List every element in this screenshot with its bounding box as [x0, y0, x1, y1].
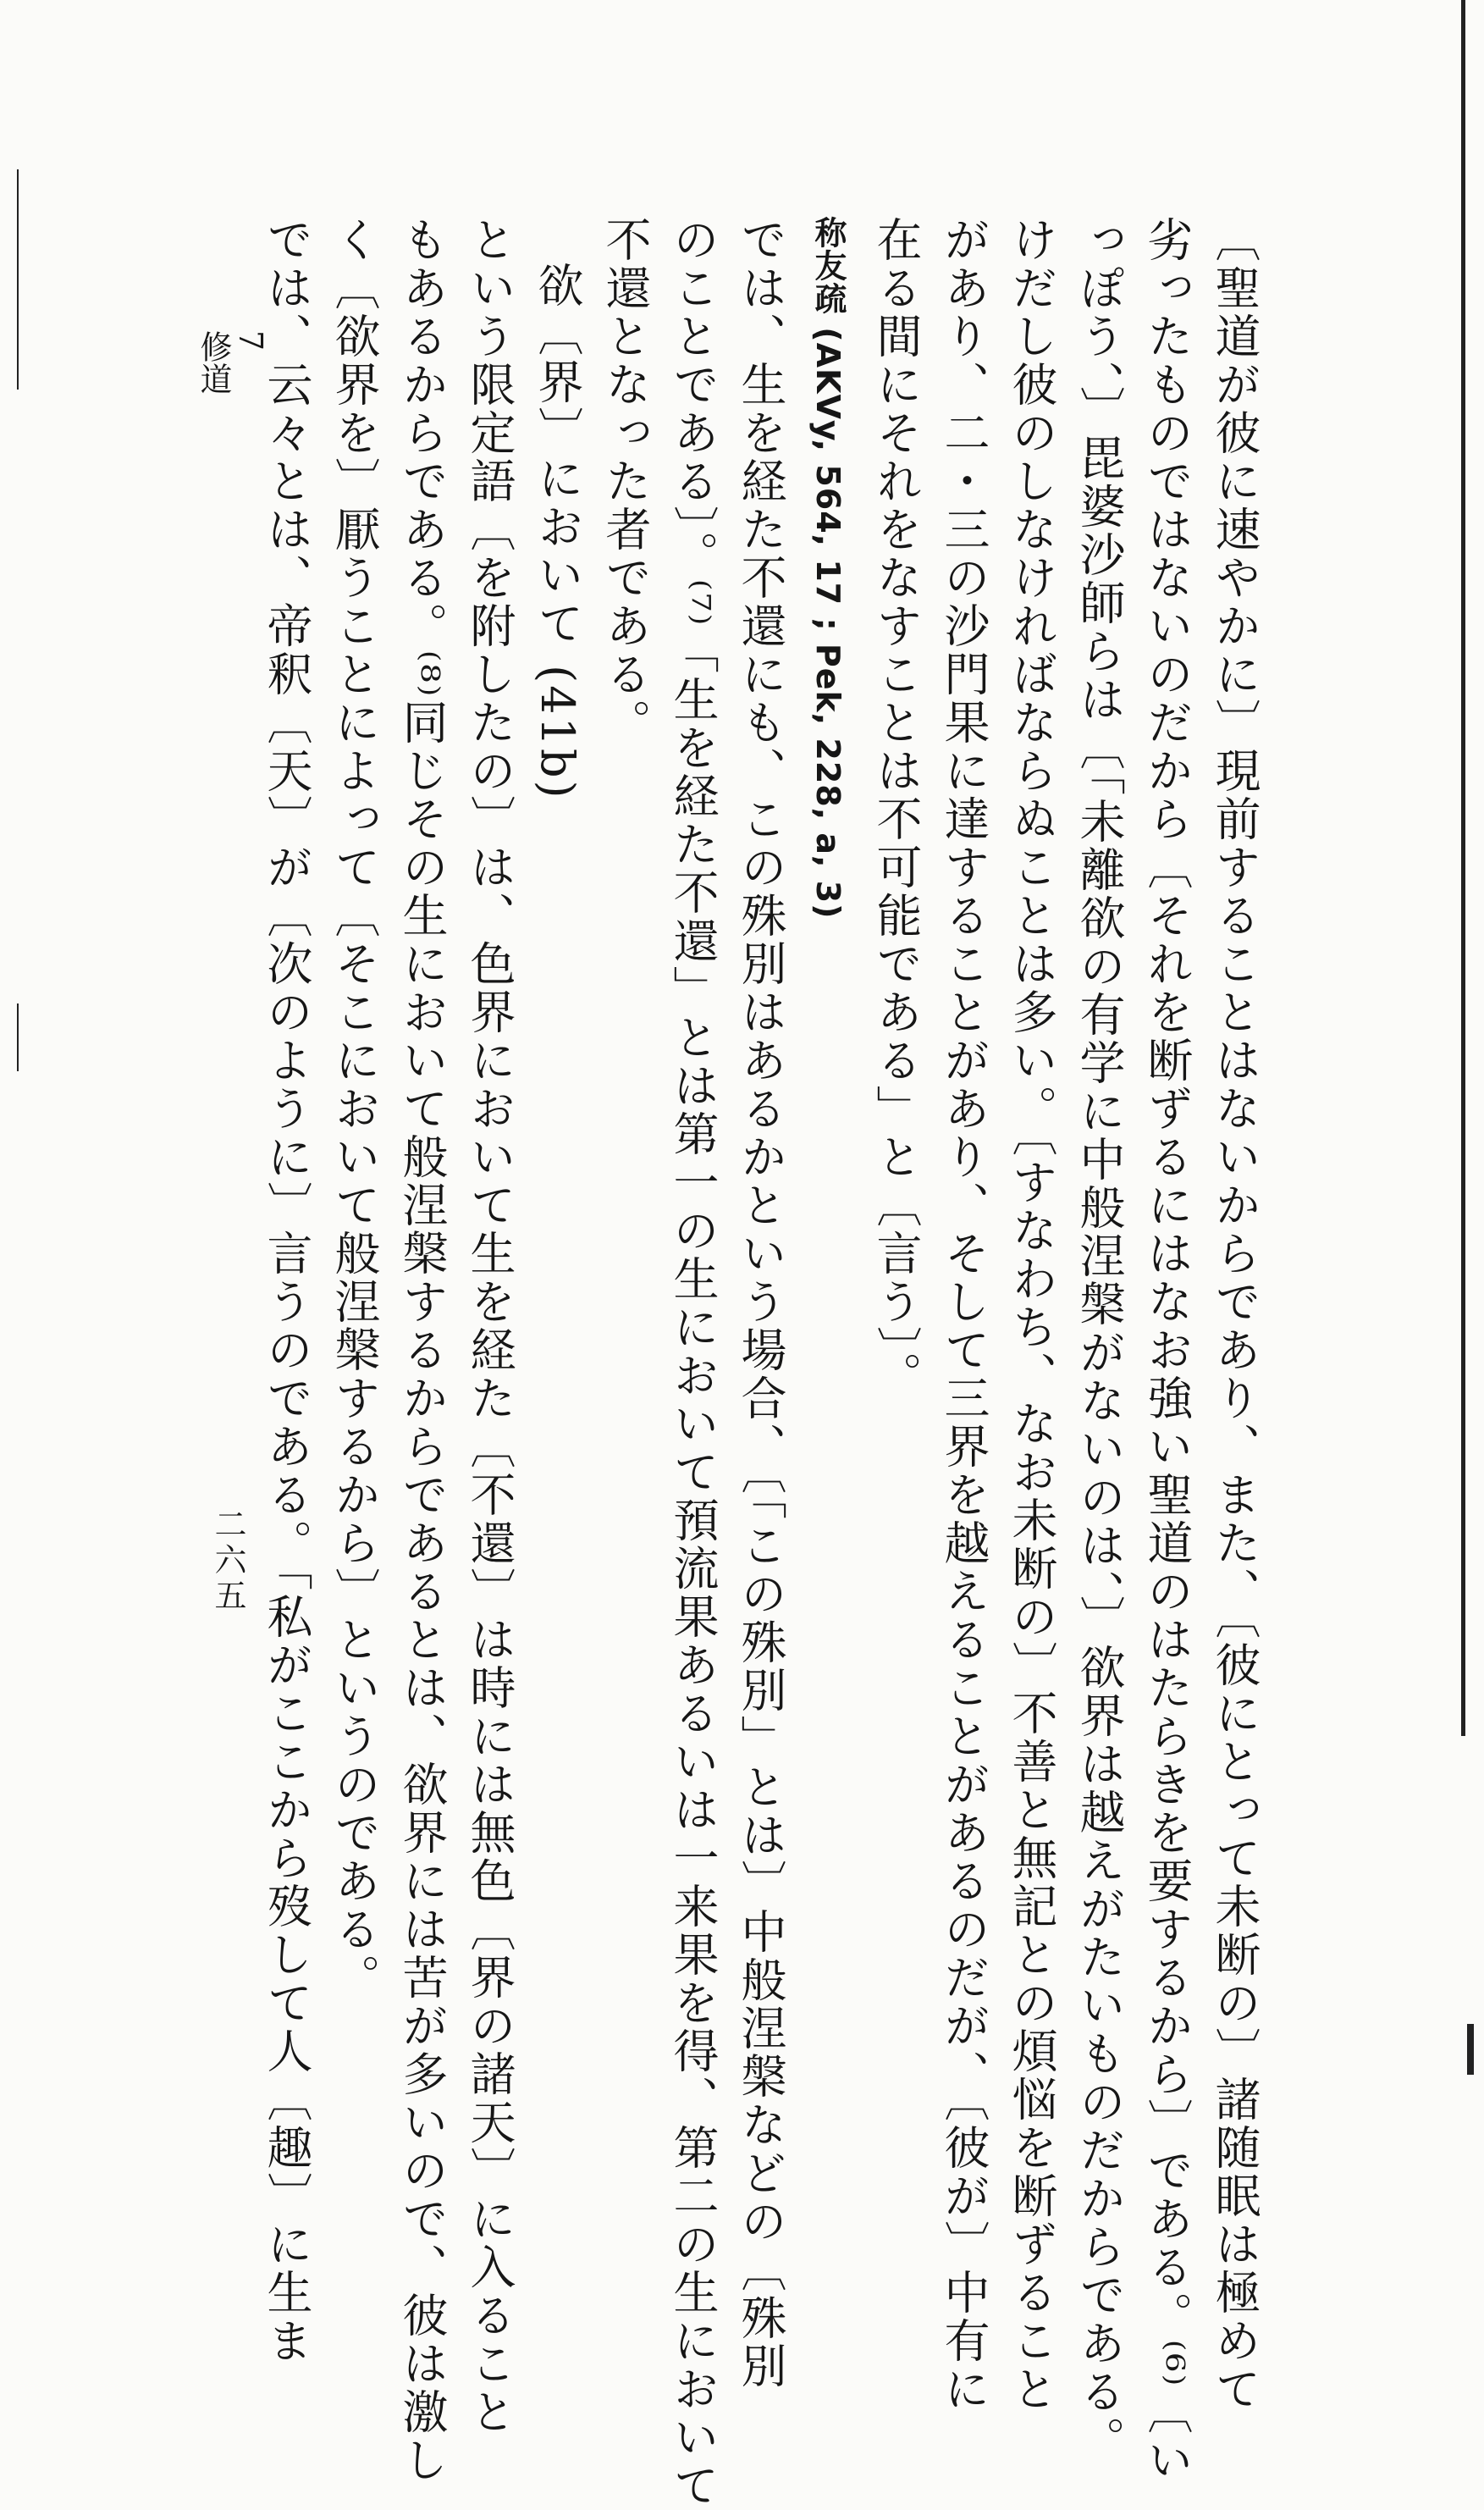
text-line-14: く〔欲界を〕厭うことによって〔そこにおいて般涅槃するから〕というのである。 [328, 216, 381, 2002]
running-head [195, 330, 269, 395]
text-line-9: のことである〕。⁽⁷⁾「生を経た不還」とは第一の生において預流果あるいは一来果を得、第二の生において [666, 216, 720, 2510]
text-line-8: では、生を経た不還にも、この殊別はあるかという場合、〔「この殊別」とは〕中般涅槃などの〔殊別 [734, 216, 787, 2391]
page-number: 二六五 [209, 1507, 246, 1614]
chapter-title: 修道 [195, 330, 232, 395]
text-line-2: 劣ったものではないのだから〔それを断ずるにはなお強い聖道のはたらきを要するから〕である。⁽⁶⁾〔い [1140, 216, 1194, 2485]
main-text [176, 216, 1268, 2510]
left-edge-mark-top [17, 169, 19, 390]
text-line-12: という限定語〔を附したの〕は、色界において生を経た〔不還〕は時には無色〔界の諸天〕に入ること [463, 216, 516, 2436]
text-line-5: があり、二・三の沙門果に達することがあり、そして三界を越えることがあるのだが、〔彼が〕中有に [937, 216, 990, 2413]
text-line-13: もあるからである。⁽⁸⁾同じその生において般涅槃するからであるとは、欲界には苦が多いので、彼は激し [395, 216, 449, 2485]
right-edge-mark-bottom [1467, 2024, 1474, 2075]
commentary-source-heading: 称友疏 (AKVy, 564, 17 ; Pek, 228, a, 3) [809, 216, 847, 920]
left-edge-mark-mid [17, 1003, 19, 1071]
right-edge-rule [1461, 0, 1465, 1736]
text-line-3: っぽう、〕毘婆沙師らは〔「未離欲の有学に中般涅槃がないのは、〕欲界は越えがたいものだからである。 [1073, 216, 1126, 2464]
text-line-6: 在る間にそれをなすことは不可能である」と〔言う〕。 [869, 216, 923, 1400]
text-line-10: 不還となった者である。 [599, 216, 652, 747]
chapter-number: 7 [232, 330, 269, 351]
text-line-4: けだし彼のしなければならぬことは多い。〔すなわち、なお未断の〕不善と無記との煩悩を断ずること [1005, 216, 1058, 2413]
quoted-lemma: 欲〔界〕において (41b) [531, 262, 584, 801]
text-line-1: 〔聖道が彼に速やかに〕現前することはないからであり、また、〔彼にとって未断の〕諸随眠は極めて [1208, 216, 1261, 2413]
text-line-15: では、云々とは、帝釈〔天〕が〔次のように〕言うのである。「私がここから歿して人〔趣〕に生ま [260, 216, 313, 2365]
